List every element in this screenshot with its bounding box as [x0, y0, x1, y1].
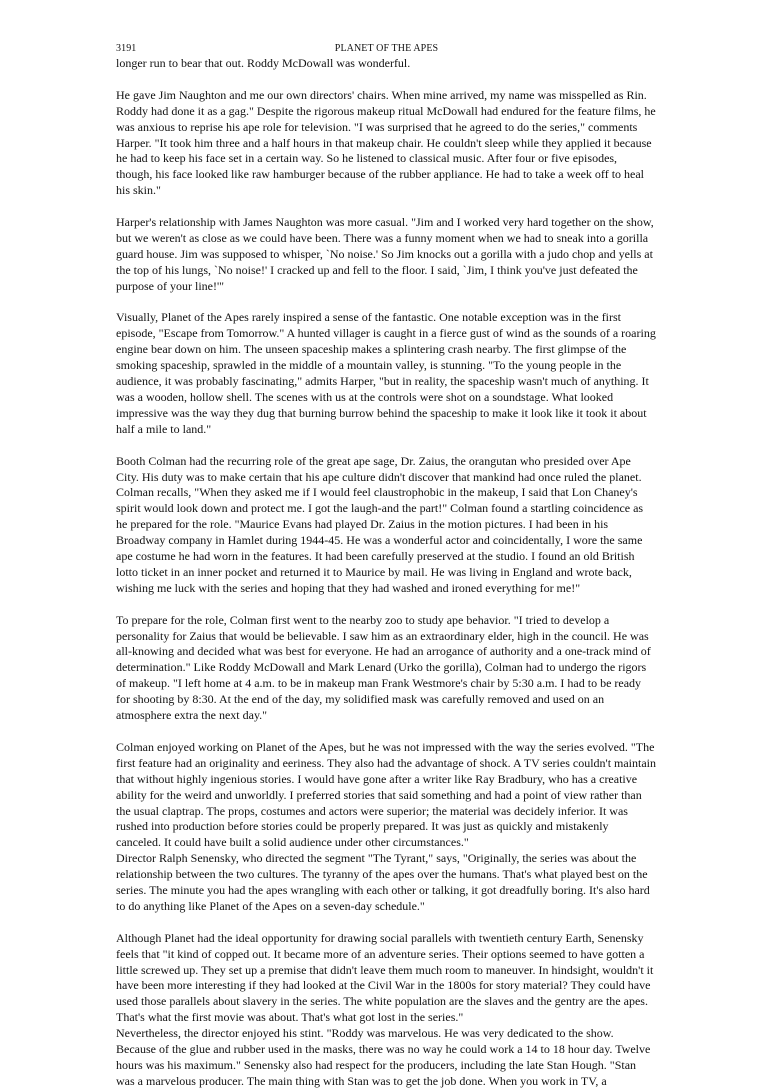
paragraph: Although Planet had the ideal opportunity for drawing social parallels with twentieth century Earth, Senensky feels that "it kind of copped out. It became more of an adventure series. Their options seemed to have gotten a little screwed up. They set up a premise that didn't leave them much room to maneuver. In hindsight, wouldn't it have been more interesting if they had looked at the Civil War in the 1800s for story material? They could have used those parallels about slavery in the series. The white population are the slaves and the gentry are the apes. That's what the first movie was about. That's what got lost in the series."	[116, 930, 654, 1025]
paragraph: To prepare for the role, Colman first went to the nearby zoo to study ape behavior. "I tried to develop a personality for Zaius that would be believable. I saw him as an extraordinary elder, high in the council. He was all-knowing and decided what was best for everyone. He had an arrogance of authority and a one-track mind of determination." Like Roddy McDowall and Mark Lenard (Urko the gorilla), Colman had to undergo the rigors of makeup. "I left home at 4 a.m. to be in makeup man Frank Westmore's chair by 5:30 a.m. I had to be ready for shooting by 8:30. At the end of the day, my solidified mask was carefully removed and used on an atmosphere extra the next day."	[116, 612, 651, 723]
paragraph: Director Ralph Senensky, who directed the segment "The Tyrant," says, "Originally, the series was about the relationship between the two cultures. The tyranny of the apes over the humans. That's what played best on the series. The minute you had the apes wrangling with each other or talking, it got dreadfully boring. It's also hard to do anything like Planet of the Apes on a seven-day schedule."	[116, 851, 650, 913]
paragraph: He gave Jim Naughton and me our own directors' chairs. When mine arrived, my name was misspelled as Rin. Roddy had done it as a gag." Despite the rigorous makeup ritual McDowall had endured for the feature films, he was anxious to reprise his ape role for television. "I was surprised that he agreed to do the series," comments Harper. "It took him three and a half hours in that makeup chair. He couldn't sleep while they applied it because he had to keep his face set in a certain way. So he listened to classical music. After four or five episodes, though, his face looked like raw hamburger because of the rubber appliance. He had to take a week off to heal his skin."	[116, 87, 656, 198]
article-body	[116, 56, 656, 1090]
page-header	[116, 42, 657, 56]
page-number: 3191	[116, 43, 137, 54]
paragraph: Nevertheless, the director enjoyed his stint. "Roddy was marvelous. He was very dedicated to the show. Because of the glue and rubber used in the masks, there was no way he could work a 14 to 18 hour day. Twelve hours was his maximum." Senensky also had respect for the producers, including the late Stan Hough. "Stan was a marvelous producer. The main thing with Stan was to get the job done. When you work in TV, a	[116, 1026, 651, 1088]
running-title: PLANET OF THE APES	[334, 43, 439, 54]
paragraph: longer run to bear that out. Roddy McDowall was wonderful.	[116, 56, 411, 70]
paragraph: Visually, Planet of the Apes rarely inspired a sense of the fantastic. One notable exception was in the first episode, "Escape from Tomorrow." A hunted villager is caught in a fierce gust of wind as the sounds of a roaring engine bear down on him. The unseen spaceship makes a splintering crash nearby. The first glimpse of the smoking spaceship, sprawled in the middle of a mountain valley, is stunning. "To the young people in the audience, it was probably fascinating," admits Harper, "but in reality, the spaceship wasn't much of anything. It was a wooden, hollow shell. The scenes with us at the controls were shot on a soundstage. What looked impressive was the way they dug that burning burrow behind the spaceship to make it look like it took it about half a mile to land."	[116, 310, 656, 436]
paragraph: Harper's relationship with James Naughton was more casual. "Jim and I worked very hard together on the show, but we weren't as close as we could have been. There was a funny moment when we had to sneak into a gorilla guard house. Jim was supposed to whisper, `No noise.' So Jim knocks out a gorilla with a judo chop and yells at the top of his lungs, `No noise!' I cracked up and fell to the floor. I said, `Jim, I think you've just defeated the purpose of your line!'"	[116, 215, 654, 293]
paragraph: Colman enjoyed working on Planet of the Apes, but he was not impressed with the way the series evolved. "The first feature had an originality and eeriness. They also had the advantage of shock. A TV series couldn't maintain that without highly ingenious stories. I would have gone after a writer like Ray Bradbury, who has a creative ability for the weird and unworldly. I preferred stories that said something and had a point of view rather than the usual claptrap. The props, costumes and actors were superior; the material was decidely inferior. It was rushed into production before stories could be properly prepared. It was just as quickly and mistakenly canceled. It could have built a solid audience under other circumstances."	[116, 739, 657, 850]
paragraph: Booth Colman had the recurring role of the great ape sage, Dr. Zaius, the orangutan who presided over Ape City. His duty was to make certain that his ape culture didn't discover that mankind had once ruled the planet. Colman recalls, "When they asked me if I would feel claustrophobic in the makeup, I said that Lon Chaney's spirit would look down and protect me. I got the laugh-and the part!" Colman found a startling coincidence as he prepared for the role. "Maurice Evans had played Dr. Zaius in the motion pictures. I had been in his Broadway company in Hamlet during 1944-45. He was a wonderful actor and coincidentally, I wore the same ape costume he had worn in the features. It had been carefully preserved at the studio. I found an old British lotto ticket in an inner pocket and returned it to Maurice by mail. He was living in England and wrote back, wishing me luck with the series and hoping that they had washed and ironed everything for me!"	[116, 453, 644, 595]
